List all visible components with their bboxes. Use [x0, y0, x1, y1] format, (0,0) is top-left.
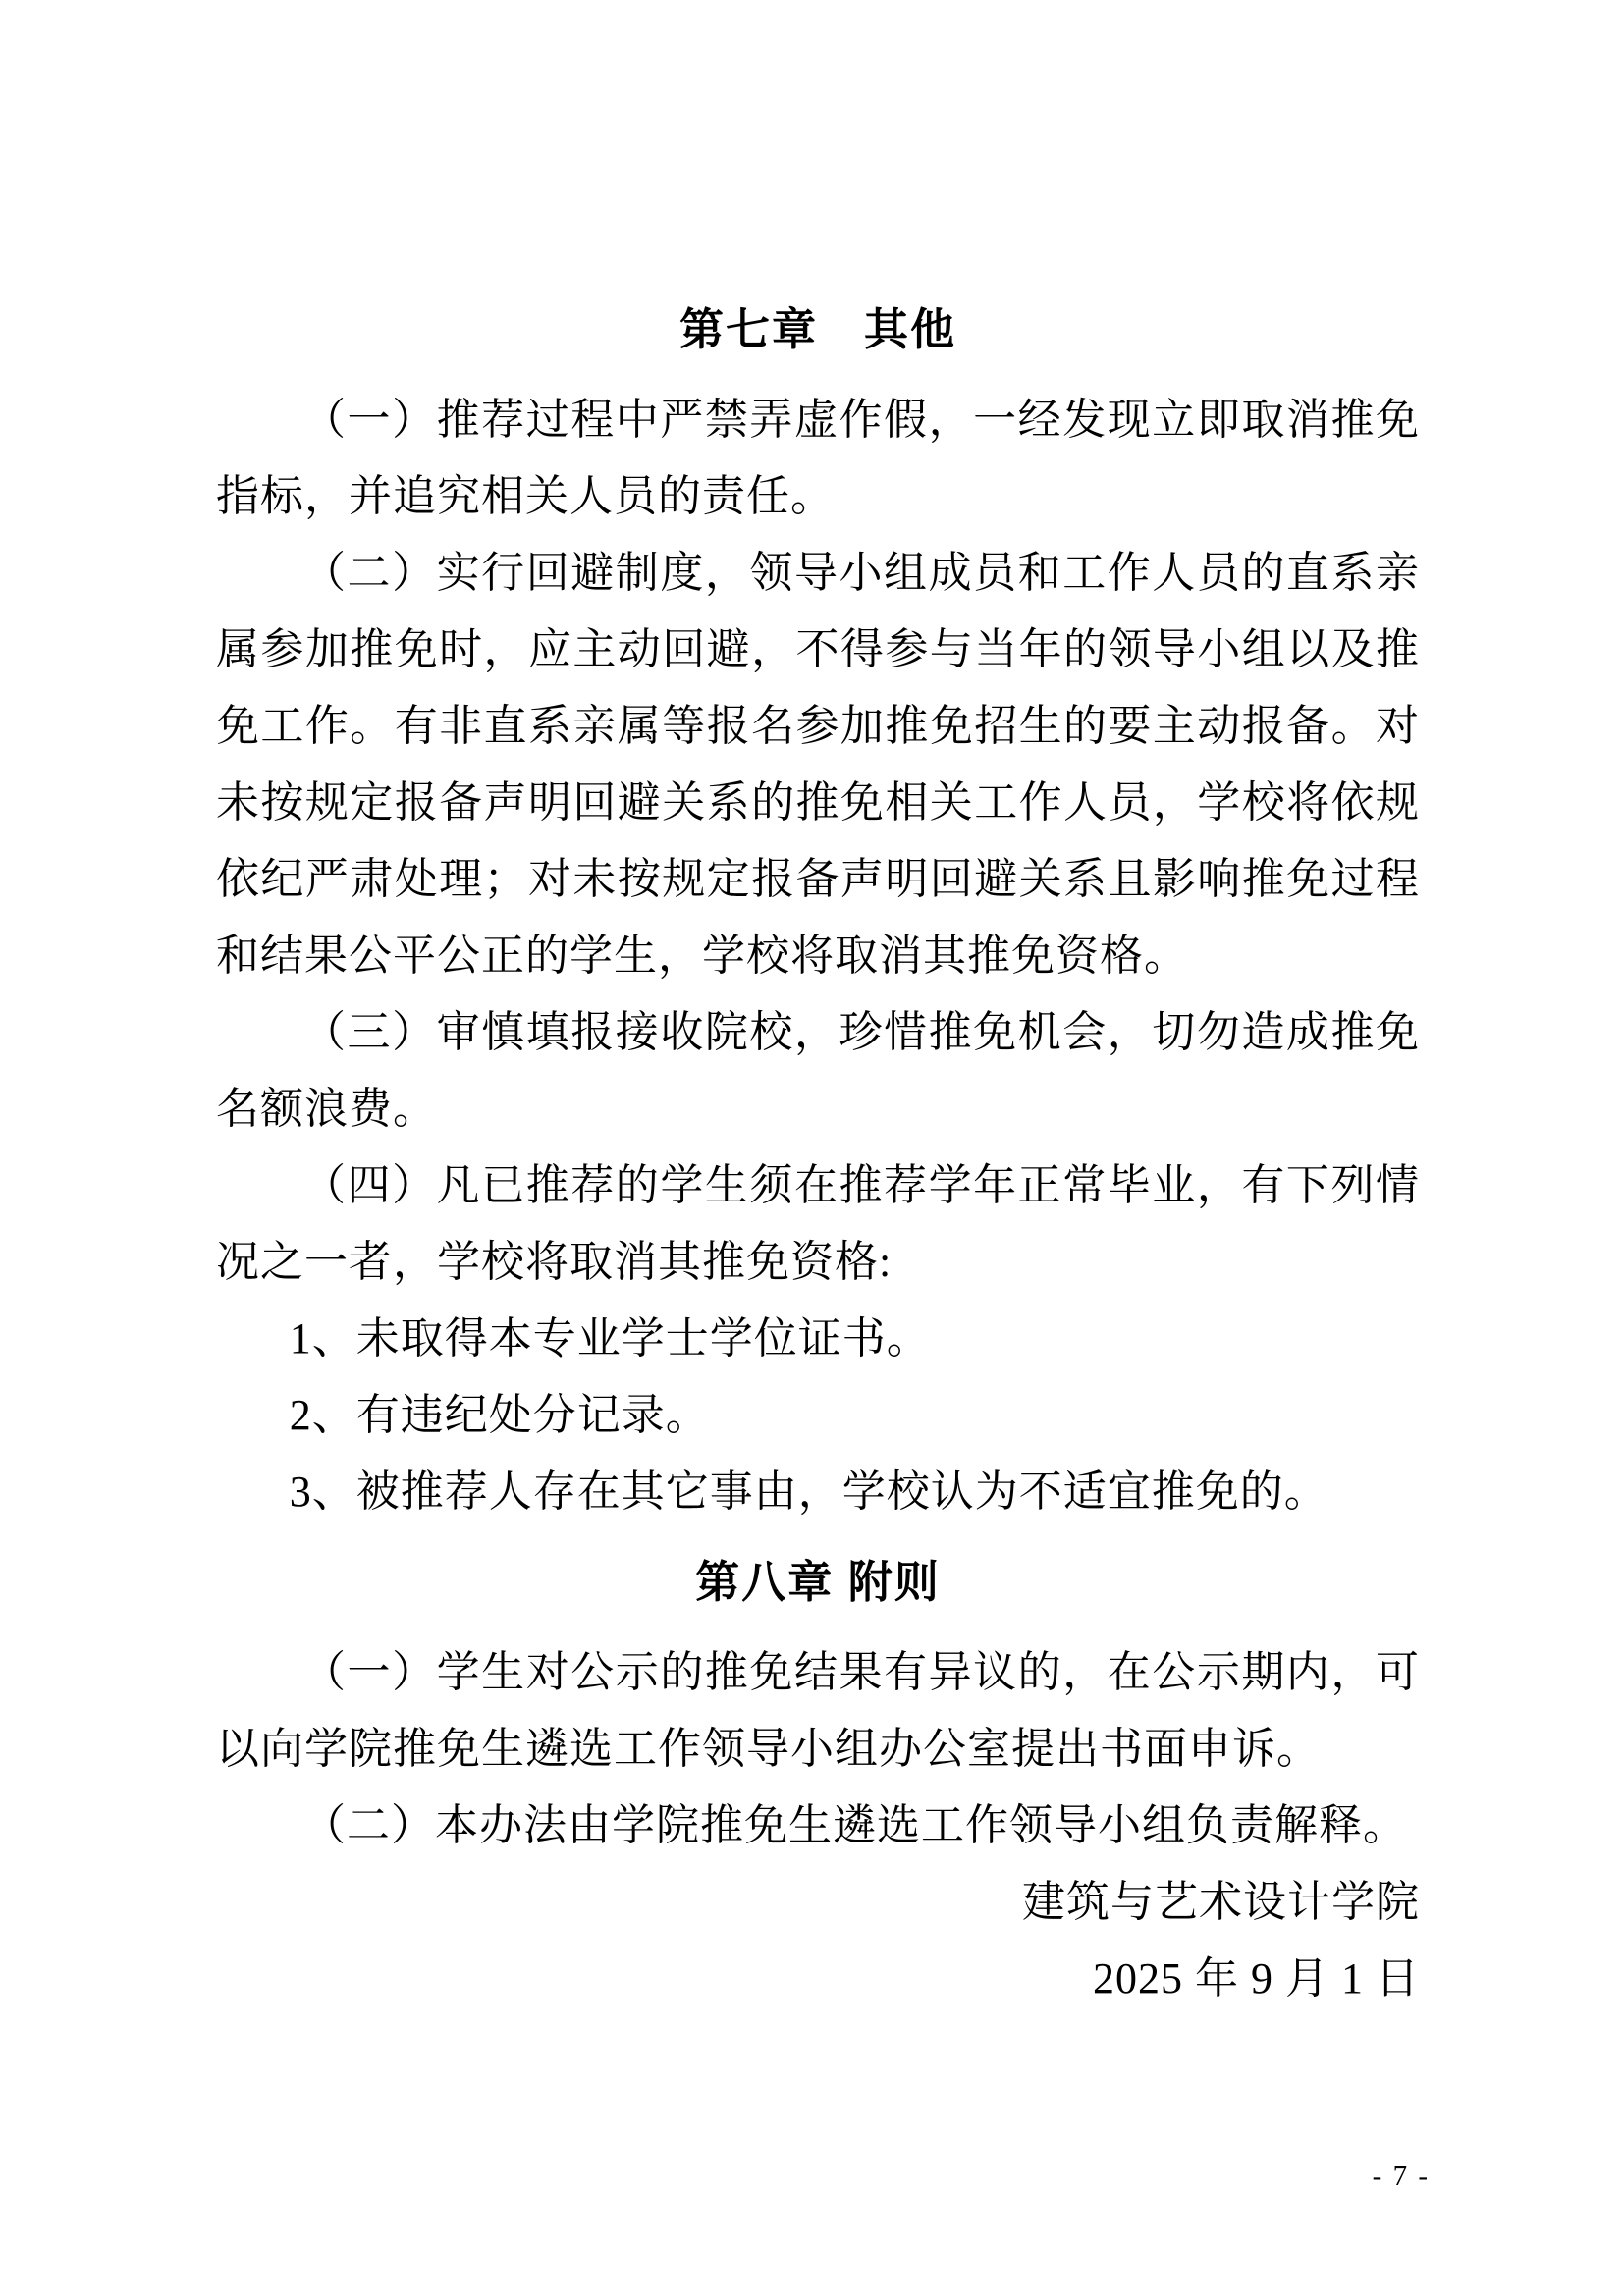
- chapter-7-heading: 第七章 其他: [678, 304, 956, 354]
- document-body: [216, 278, 1420, 2017]
- chapter-7-paragraph-1: （一）推荐过程中严禁弄虚作假，一经发现立即取消推免指标，并追究相关人员的责任。: [216, 396, 1420, 520]
- chapter-8-paragraph-2: （二）本办法由学院推免生遴选工作领导小组负责解释。: [302, 1801, 1407, 1849]
- chapter-7-paragraph-4: （四）凡已推荐的学生须在推荐学年正常毕业，有下列情况之一者，学校将取消其推免资格:: [216, 1161, 1420, 1286]
- signature-block: [216, 1864, 1420, 2017]
- list-item-3: 3、被推荐人存在其它事由，学校认为不适宜推免的。: [289, 1468, 1328, 1516]
- page-number: - 7 -: [1372, 2161, 1430, 2192]
- signature-date: 2025 年 9 月 1 日: [1093, 1954, 1420, 2002]
- signature-organization: 建筑与艺术设计学院: [1022, 1878, 1420, 1926]
- list-item-2: 2、有违纪处分记录。: [289, 1391, 710, 1439]
- chapter-7-paragraph-2: （二）实行回避制度，领导小组成员和工作人员的直系亲属参加推免时，应主动回避，不得参与当年的领导小组以及推免工作。有非直系亲属等报名参加推免招生的要主动报备。对未按规定报备声明回避关系的推免相关工作人员，学校将依规依纪严肃处理；对未按规定报备声明回避关系且影响推免过程和结果公平公正的学生，学校将取消其推免资格。: [216, 549, 1420, 980]
- list-item-1: 1、未取得本专业学士学位证书。: [289, 1314, 931, 1362]
- chapter-8-heading: 第八章 附则: [695, 1557, 941, 1607]
- chapter-7-paragraph-3: （三）审慎填报接收院校，珍惜推免机会，切勿造成推免名额浪费。: [216, 1008, 1420, 1133]
- chapter-8-paragraph-1: （一）学生对公示的推免结果有异议的，在公示期内，可以向学院推免生遴选工作领导小组办公室提出书面申诉。: [216, 1648, 1420, 1773]
